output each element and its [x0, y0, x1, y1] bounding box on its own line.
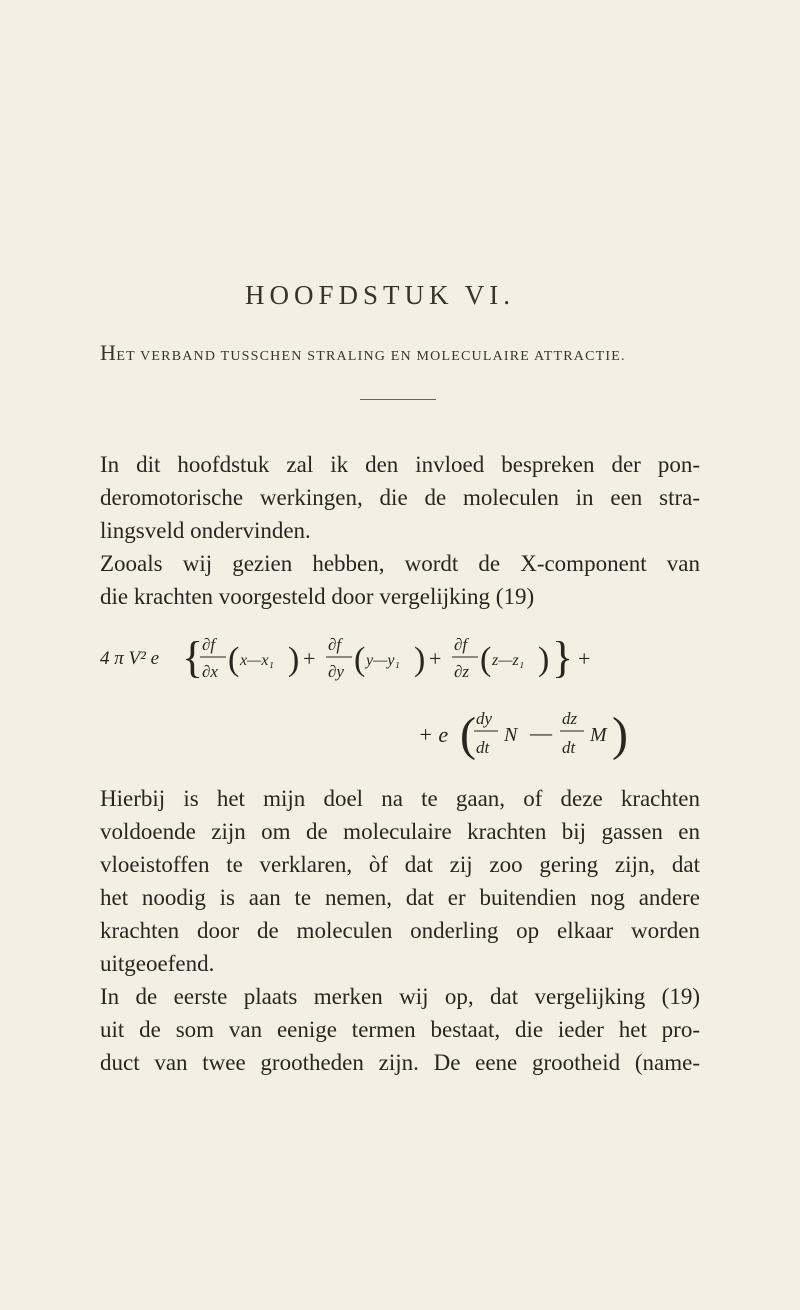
paragraph-line: vloeistoffen te verklaren, òf dat zij zoo gering zijn, dat [100, 852, 700, 877]
symbol-N: N [504, 724, 518, 746]
derivative-numerator: dy [476, 709, 493, 728]
paren-open: ( [354, 641, 366, 678]
paragraph-line: uit de som van eenige termen bestaat, die ieder het pro- [100, 1017, 700, 1042]
plus-sign: + [303, 646, 316, 671]
paragraph-line: Zooals wij gezien hebben, wordt de X-component van [100, 551, 700, 576]
plus-sign: + [578, 646, 591, 671]
paragraph-4 [100, 980, 700, 1079]
paragraph-line: voldoende zijn om de moleculaire krachten bij gassen en [100, 819, 700, 844]
paren-open: ( [228, 641, 240, 678]
paragraph-line: In de eerste plaats merken wij op, dat vergelijking (19) [100, 984, 700, 1009]
paragraph-line: lingsveld ondervinden. [100, 518, 311, 543]
partial-denominator: ∂y [328, 662, 344, 681]
derivative-denominator: dt [562, 738, 576, 757]
paragraph-2 [100, 547, 700, 613]
chapter-title: HOOFDSTUK VI. [244, 280, 516, 310]
partial-numerator: ∂f [202, 635, 216, 654]
paragraph-line: krachten door de moleculen onderling op elkaar worden [100, 918, 700, 943]
equation-line-1 [100, 620, 700, 700]
symbol-M: M [590, 724, 607, 746]
paragraph-line: duct van twee grootheden zijn. De eene grootheid (name- [100, 1050, 700, 1075]
paren-close: ) [538, 641, 550, 678]
paragraph-line: die krachten voorgesteld door vergelijking (19) [100, 584, 535, 609]
term-body: z—z₁ [492, 652, 525, 669]
paragraph-line: het noodig is aan te nemen, dat er buitendien nog andere [100, 885, 700, 910]
paragraph-line: In dit hoofdstuk zal ik den invloed bespreken der pon- [100, 452, 700, 477]
paren-open: ( [480, 641, 492, 678]
term-body: x—x₁ [240, 652, 274, 669]
chapter-subtitle [100, 340, 700, 366]
minus-sign: — [530, 720, 552, 745]
paragraph-3 [100, 782, 700, 980]
paren-close: ) [288, 641, 300, 678]
close-brace: } [552, 633, 574, 682]
paragraph-line: uitgeoefend. [100, 951, 215, 976]
equation-prefix-2: + e [418, 722, 449, 747]
partial-denominator: ∂z [454, 662, 470, 681]
paren-close: ) [612, 708, 628, 761]
open-brace: { [182, 633, 204, 682]
partial-numerator: ∂f [328, 635, 342, 654]
subtitle-initial: H [100, 340, 117, 365]
paragraph-1 [100, 448, 700, 547]
paragraph-line: Hierbij is het mijn doel na te gaan, of deze krachten [100, 786, 700, 811]
paragraph-line: deromotorische werkingen, die de moleculen in een stra- [100, 485, 700, 510]
section-divider [360, 399, 436, 400]
partial-numerator: ∂f [454, 635, 468, 654]
equation-prefix: 4 π V² e [100, 648, 160, 669]
derivative-numerator: dz [562, 709, 578, 728]
plus-sign: + [429, 646, 442, 671]
partial-denominator: ∂x [202, 662, 218, 681]
subtitle-rest: ET VERBAND TUSSCHEN STRALING EN MOLECULAIRE ATTRACTIE. [116, 349, 626, 364]
equation-line-2 [418, 692, 708, 772]
derivative-denominator: dt [476, 738, 490, 757]
term-body: y—y₁ [366, 652, 400, 669]
paren-open: ( [460, 708, 476, 761]
paren-close: ) [414, 641, 426, 678]
